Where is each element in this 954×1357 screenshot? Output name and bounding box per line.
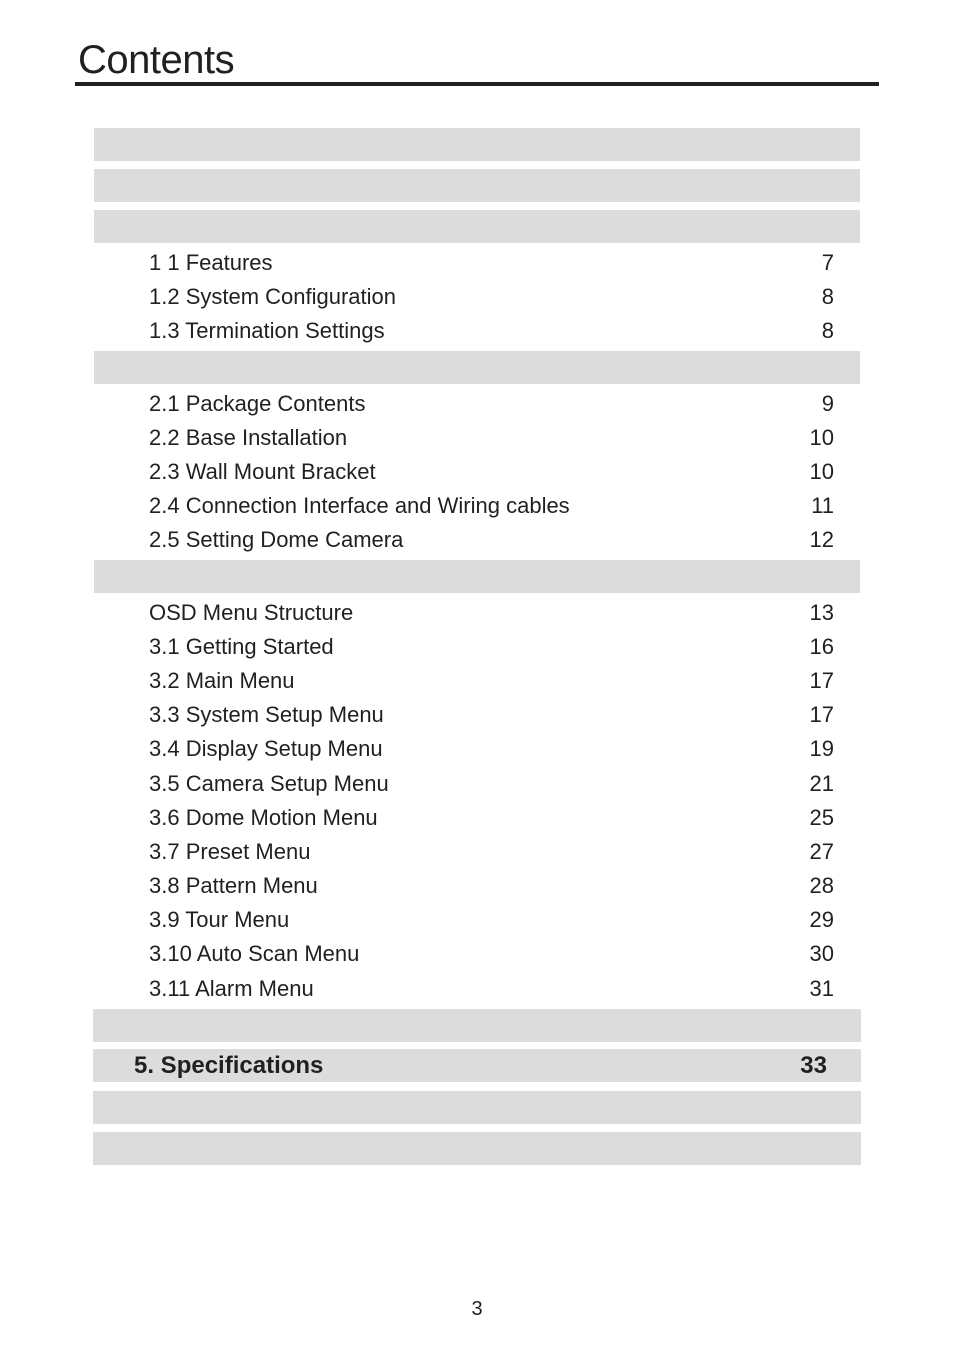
entry-page: 10	[809, 459, 834, 484]
section-band[interactable]	[93, 1091, 861, 1124]
toc-entry[interactable]	[149, 871, 834, 901]
section-band[interactable]	[93, 1132, 861, 1165]
section-band[interactable]	[94, 560, 860, 593]
entry-label: 3.7 Preset Menu	[149, 839, 311, 864]
toc-entry[interactable]	[149, 974, 834, 1004]
title-underline	[75, 82, 879, 86]
section-band-specifications[interactable]	[93, 1049, 861, 1082]
toc-entry[interactable]	[149, 769, 834, 799]
toc-entry[interactable]	[149, 316, 834, 346]
toc-entry[interactable]	[149, 734, 834, 764]
entry-page: 29	[809, 907, 834, 932]
entry-label: 1.3 Termination Settings	[149, 318, 385, 343]
entry-page: 19	[809, 736, 834, 761]
toc-entry[interactable]	[149, 491, 834, 521]
entry-label: 2.5 Setting Dome Camera	[149, 527, 404, 552]
entry-page: 31	[809, 976, 834, 1001]
entry-page: 8	[821, 284, 834, 309]
section-page: 33	[800, 1052, 827, 1079]
entry-label: 3.9 Tour Menu	[149, 907, 290, 932]
entry-label: 3.10 Auto Scan Menu	[149, 941, 360, 966]
entry-page: 7	[821, 250, 834, 275]
page-number: 3	[471, 1298, 483, 1320]
entry-label: 3.4 Display Setup Menu	[149, 736, 383, 761]
page-title: Contents	[78, 38, 235, 82]
toc-entry[interactable]	[149, 457, 834, 487]
entry-label: 3.1 Getting Started	[149, 634, 334, 659]
toc-entry[interactable]	[149, 700, 834, 730]
entry-page: 9	[821, 391, 834, 416]
entry-page: 27	[809, 839, 834, 864]
section-title: 5. Specifications	[134, 1052, 324, 1079]
entry-label: 2.2 Base Installation	[149, 425, 348, 450]
entry-page: 12	[809, 527, 834, 552]
entry-label: 3.11 Alarm Menu	[149, 976, 314, 1001]
toc-entry[interactable]	[149, 803, 834, 833]
entry-page: 25	[809, 805, 834, 830]
entry-label: 2.3 Wall Mount Bracket	[149, 459, 376, 484]
section-band[interactable]	[94, 169, 860, 202]
toc-entry[interactable]	[149, 282, 834, 312]
entry-label: 2.1 Package Contents	[149, 391, 366, 416]
toc-entry[interactable]	[149, 525, 834, 555]
entry-page: 8	[821, 318, 834, 343]
entry-page: 13	[809, 600, 834, 625]
toc-entry[interactable]	[149, 389, 834, 419]
entry-page: 16	[809, 634, 834, 659]
entry-label: 3.5 Camera Setup Menu	[149, 771, 389, 796]
toc-entry[interactable]	[149, 598, 834, 628]
toc-entry[interactable]	[149, 939, 834, 969]
toc-entry[interactable]	[149, 666, 834, 696]
entry-page: 11	[811, 493, 834, 518]
entry-label: 3.2 Main Menu	[149, 668, 295, 693]
entry-page: 28	[809, 873, 834, 898]
entry-label: 2.4 Connection Interface and Wiring cables	[149, 493, 570, 518]
toc-entry[interactable]	[149, 423, 834, 453]
entry-page: 17	[809, 702, 834, 727]
section-band[interactable]	[93, 1009, 861, 1042]
entry-page: 30	[809, 941, 834, 966]
section-band[interactable]	[94, 128, 860, 161]
toc-entry[interactable]	[149, 248, 834, 278]
entry-label: 1.2 System Configuration	[149, 284, 397, 309]
entry-label: 3.3 System Setup Menu	[149, 702, 384, 727]
entry-label: 3.8 Pattern Menu	[149, 873, 318, 898]
section-band[interactable]	[94, 210, 860, 243]
toc-entry[interactable]	[149, 632, 834, 662]
entry-page: 17	[809, 668, 834, 693]
entry-label: 1 1 Features	[149, 250, 273, 275]
entry-label: 3.6 Dome Motion Menu	[149, 805, 378, 830]
toc-entry[interactable]	[149, 837, 834, 867]
entry-page: 10	[809, 425, 834, 450]
entry-label: OSD Menu Structure	[149, 600, 354, 625]
entry-page: 21	[809, 771, 834, 796]
section-band[interactable]	[94, 351, 860, 384]
toc-entry[interactable]	[149, 905, 834, 935]
